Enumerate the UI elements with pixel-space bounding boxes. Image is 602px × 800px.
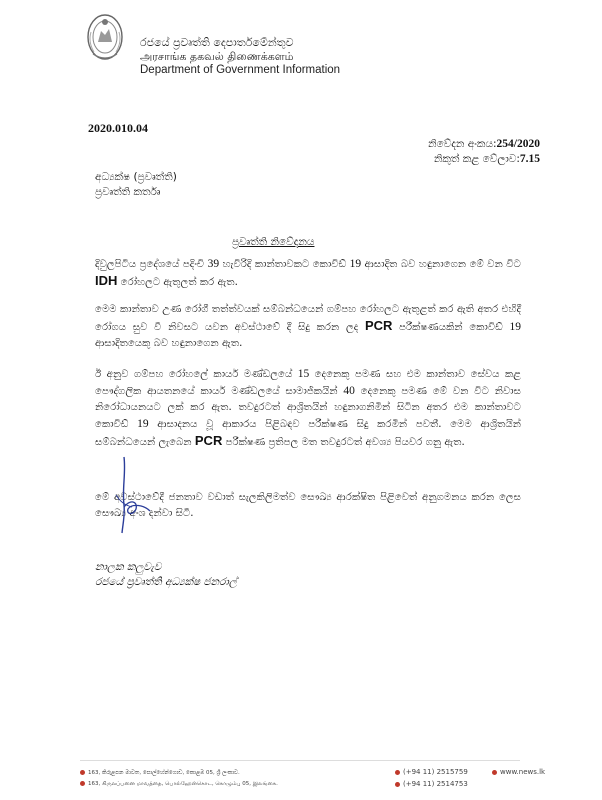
- footer-phone: [395, 768, 468, 776]
- p3-hospital-staff-count: 15: [297, 368, 310, 380]
- footer-divider: [80, 760, 520, 761]
- footer-phone-text: (+94 11) 2515759: [403, 768, 468, 776]
- fax-icon: [395, 782, 400, 787]
- p1-text-a: දිවුලපිටිය ප්‍රදේශයේ පදිංචි: [95, 259, 205, 270]
- document-date: 2020.010.04: [88, 121, 148, 135]
- government-emblem-icon: [85, 12, 125, 62]
- p2-pcr: PCR: [364, 318, 393, 333]
- footer-web-text: www.news.lk: [500, 768, 546, 776]
- p3-text-b: දෙනෙකු පමණ සහ එම කාන්තාව සේවය කළ පෞද්ගලික ආයතනයේ කාර්ය මණ්ඩලයේ සාමාජිකයින්: [95, 369, 521, 397]
- header-org-tamil: அரசாங்க தகவல் திணைக்களம்: [140, 50, 294, 63]
- p3-pcr: PCR: [194, 433, 223, 448]
- footer-address-1: [80, 770, 240, 777]
- addressee-director: අධ්‍යක්ෂ (ප්‍රවෘත්ති): [95, 171, 177, 183]
- p3-covid-number: 19: [137, 418, 149, 430]
- paragraph-1: [95, 256, 521, 291]
- p3-text-a: ඊ අනුව ගම්පහ රෝහලේ කාර්ය මණ්ඩලයේ: [95, 369, 293, 380]
- p3-text-e: පරීක්ෂණ ප්‍රතිපල මත තවදුරටත් අවශ්‍ය පියවර ගනු ඇත.: [225, 437, 465, 448]
- paragraph-4: මේ අවස්ථාවේදී ජනතාව වඩාත් සැලකිලිමත්ව සෞඛ්‍ය ආරක්ෂිත පිළිවෙත් අනුගමනය කරන ලෙස සෞඛ්‍ය අංශ දන්වා සිටී.: [95, 492, 521, 519]
- p1-covid-number: 19: [349, 258, 362, 270]
- release-number-label: නිවේදන අංකය:: [428, 138, 497, 150]
- header-org-sinhala: රජයේ ප්‍රවෘත්ති දෙපාර්තමේන්තුව: [140, 36, 294, 49]
- footer-web: [492, 768, 545, 776]
- location-icon: [80, 781, 85, 786]
- release-number-value: 254/2020: [496, 138, 540, 150]
- p1-text-b: හැවිරිදි කාන්තාවකට කොවිඩ්: [222, 259, 347, 270]
- phone-icon: [395, 770, 400, 775]
- footer-address-2: [80, 781, 278, 788]
- release-number: [428, 137, 540, 151]
- p1-idh: IDH: [95, 273, 118, 288]
- p2-text-b: පරීක්ෂණයකින් කොවිඩ්: [399, 322, 503, 333]
- p1-age: 39: [207, 258, 220, 270]
- p2-text-a: මෙම කාන්තාව උණ රෝගී තත්ත්වයක් සම්බන්ධයෙන් ගම්පහ රෝහලට ඇතුළත් කර ඇති අතර එහිදී රෝගය සුව වී නිවසට යවන අවස්ථාවේ දී සිදු කරන ලද: [95, 304, 521, 333]
- paragraph-2: [95, 302, 521, 352]
- subject-heading: ප්‍රවෘත්ති නිවේදනය: [232, 236, 315, 248]
- header-org-english: Department of Government Information: [140, 64, 341, 76]
- p2-text-c: ආසාදිතයෙකු බව හඳුනාගෙන ඇත.: [95, 338, 243, 349]
- footer-fax-text: (+94 11) 2514753: [403, 780, 468, 788]
- signatory-title: රජයේ ප්‍රවෘත්ති අධ්‍යක්ෂ ජනරාල්: [95, 576, 237, 588]
- signature-icon: [110, 455, 158, 537]
- p1-text-d: රෝහලට ඇතුලත් කර ඇත.: [120, 277, 238, 288]
- p1-text-c: ආසාදිත බව හඳුනාගෙන මේ වන විට: [364, 259, 521, 270]
- footer-address-2-text: 163, கிருலப்பனை மாவத்தை, பொல்ஹேன்கொட, கொழும்பு 05, இலங்கை.: [88, 781, 278, 787]
- p3-company-staff-count: 40: [343, 385, 355, 397]
- footer-fax: [395, 780, 468, 788]
- p2-covid-number: 19: [509, 321, 521, 333]
- web-icon: [492, 770, 497, 775]
- footer-address-1-text: 163, කිරුළපන මාවත, පොල්හේන්ගොඩ, කොළඹ 05, ශ්‍රී ලංකාව.: [88, 770, 240, 776]
- release-time-label: නිකුත් කළ වේලාව:: [433, 153, 520, 165]
- release-time-value: 7.15: [519, 153, 540, 165]
- p3-text-c: දෙනෙකු පමණ මේ වන විට නිවාස නිරෝධායනයට ලක් කර ඇත. තවදුරටත් ආශ්‍රිතයින් හඳුනාගනිමින් සිටින අතර එම කාන්තාවට කොවිඩ්: [95, 386, 521, 430]
- signatory-name: නාලක කලුවැව: [95, 561, 162, 573]
- location-icon: [80, 770, 85, 775]
- paragraph-3: [95, 366, 521, 451]
- p3-text-d: ආසාදනය වූ ආකාරය පිළිබඳව පරීක්ෂණ සිදු කරමින් පවතී. මෙම ආශ්‍රිතයින් සම්බන්ධයෙන් ලැබෙන: [95, 419, 521, 448]
- addressee-editor: ප්‍රවෘත්ති කර්තෘ: [95, 186, 161, 198]
- release-time: [434, 152, 540, 166]
